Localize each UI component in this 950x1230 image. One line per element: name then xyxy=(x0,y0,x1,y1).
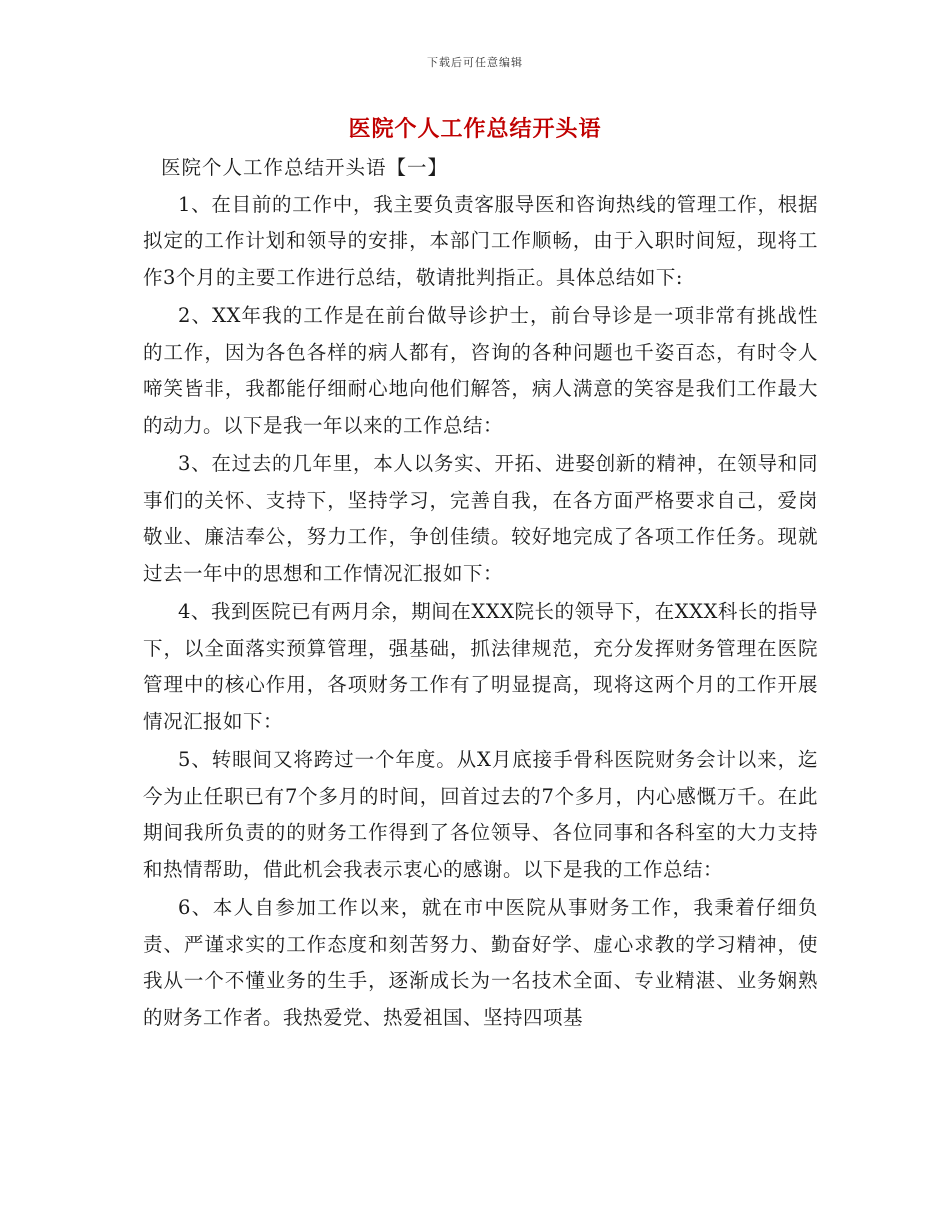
header-note: 下载后可任意编辑 xyxy=(427,56,523,69)
paragraph-6: 6、本人自参加工作以来，就在市中医院从事财务工作，我秉着仔细负责、严谨求实的工作态度和刻苦努力、勤奋好学、虚心求教的学习精神，使我从一个不懂业务的生手，逐渐成长为一名技术全面、专业精湛、业务娴熟的财务工作者。我热爱党、热爱祖国、坚持四项基 xyxy=(143,896,818,1029)
paragraph-5: 5、转眼间又将跨过一个年度。从X月底接手骨科医院财务会计以来，迄今为止任职已有7个多月的时间，回首过去的7个多月，内心感慨万千。在此期间我所负责的的财务工作得到了各位领导、各位同事和各科室的大力支持和热情帮助，借此机会我表示衷心的感谢。以下是我的工作总结： xyxy=(143,748,818,881)
document-body xyxy=(143,150,818,1038)
paragraph-1: 1、在目前的工作中，我主要负责客服导医和咨询热线的管理工作，根据拟定的工作计划和领导的安排，本部门工作顺畅，由于入职时间短，现将工作3个月的主要工作进行总结，敬请批判指正。具体总结如下: xyxy=(143,192,818,289)
document-title: 医院个人工作总结开头语 xyxy=(348,116,602,142)
paragraph-3: 3、在过去的几年里，本人以务实、开拓、进娶创新的精神，在领导和同事们的关怀、支持下，坚持学习，完善自我，在各方面严格要求自己，爱岗敬业、廉洁奉公，努力工作，争创佳绩。较好地完成了各项工作任务。现就过去一年中的思想和工作情况汇报如下： xyxy=(143,452,818,585)
paragraph-4: 4、我到医院已有两月余，期间在XXX院长的领导下，在XXX科长的指导下，以全面落实预算管理，强基础，抓法律规范，充分发挥财务管理在医院管理中的核心作用，各项财务工作有了明显提高，现将这两个月的工作开展情况汇报如下： xyxy=(143,600,818,733)
section-heading: 医院个人工作总结开头语【一】 xyxy=(161,156,449,179)
paragraph-2: 2、XX年我的工作是在前台做导诊护士，前台导诊是一项非常有挑战性的工作，因为各色各样的病人都有，咨询的各种问题也千姿百态，有时令人啼笑皆非，我都能仔细耐心地向他们解答，病人满意的笑容是我们工作最大的动力。以下是我一年以来的工作总结： xyxy=(143,304,818,437)
